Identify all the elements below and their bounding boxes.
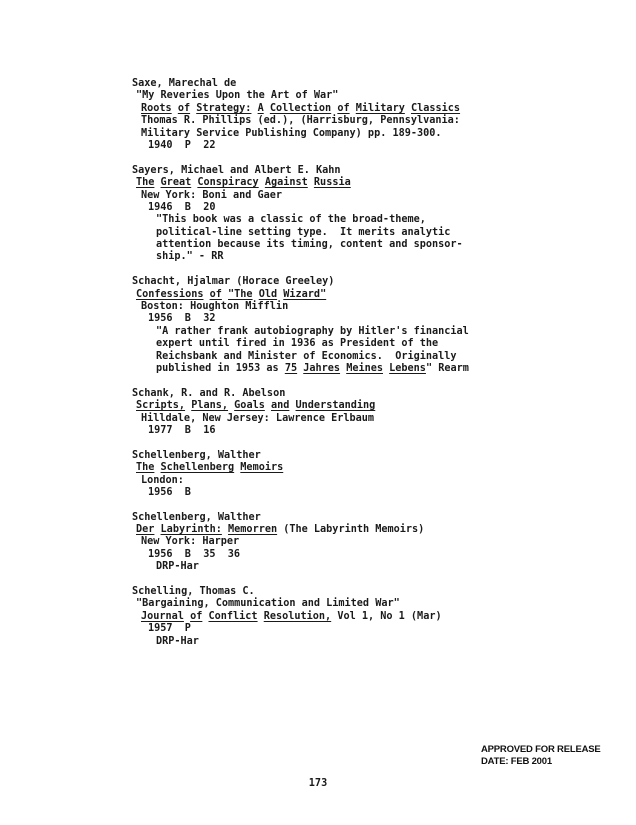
underlined-text: The xyxy=(136,462,155,474)
entry-text-line xyxy=(132,363,512,375)
text-segment: Hilldale, New Jersey: Lawrence Erlbaum xyxy=(141,412,375,424)
text-segment: Schacht, Hjalmar (Horace Greeley) xyxy=(132,276,335,288)
entry-text-line xyxy=(132,326,512,338)
text-segment: 1957 P xyxy=(148,623,191,635)
text-segment: Schank, R. and R. Abelson xyxy=(132,387,286,399)
underlined-text: Military xyxy=(355,102,405,114)
bibliography-entry xyxy=(132,78,512,152)
underlined-text: Wizard" xyxy=(283,288,327,300)
entry-text-line xyxy=(132,536,512,548)
text-segment: Schelling, Thomas C. xyxy=(132,586,255,598)
text-segment: Schellenberg, Walther xyxy=(132,449,261,461)
text-segment: attention because its timing, content and sponsor- xyxy=(156,239,463,251)
text-segment: "A rather frank autobiography by Hitler's financial xyxy=(156,325,469,337)
text-segment: 1940 P 22 xyxy=(148,139,216,151)
text-segment: 1946 B 20 xyxy=(148,201,216,213)
bibliography-entry xyxy=(132,586,512,648)
underlined-text: of xyxy=(177,102,191,114)
entry-text-line xyxy=(132,598,512,610)
entry-text-line xyxy=(132,400,512,412)
underlined-text: Understanding xyxy=(295,400,376,412)
bibliography-entry xyxy=(132,512,512,574)
bibliography-entry xyxy=(132,388,512,438)
text-segment: "Bargaining, Communication and Limited War" xyxy=(136,598,400,610)
release-stamp-line-1: APPROVED FOR RELEASE xyxy=(481,744,601,755)
entry-text-line xyxy=(132,561,512,573)
text-segment: DRP-Har xyxy=(156,561,199,573)
entry-text-line xyxy=(132,623,512,635)
entry-text-line xyxy=(132,313,512,325)
text-segment: (The Labyrinth Memoirs) xyxy=(277,524,425,536)
underlined-text: Collection xyxy=(269,102,332,114)
underlined-text: of xyxy=(190,610,203,622)
underlined-text: of xyxy=(337,102,350,114)
entry-text-line xyxy=(132,636,512,648)
text-segment: 1956 B 32 xyxy=(148,313,216,325)
text-segment: Military Service Publishing Company) pp. 189-300. xyxy=(141,127,442,139)
entry-text-line xyxy=(132,202,512,214)
underlined-text: Roots xyxy=(141,102,172,114)
entry-text-line xyxy=(132,487,512,499)
text-segment: New York: Harper xyxy=(141,536,240,548)
text-segment: Sayers, Michael and Albert E. Kahn xyxy=(132,164,341,176)
bibliography-list xyxy=(132,78,512,660)
entry-text-line xyxy=(132,128,512,140)
entry-text-line xyxy=(132,413,512,425)
text-segment: political-line setting type. It merits analytic xyxy=(156,226,451,238)
entry-text-line xyxy=(132,140,512,152)
entry-text-line xyxy=(132,338,512,350)
underlined-text: Conspiracy xyxy=(197,177,259,189)
entry-text-line xyxy=(132,90,512,102)
underlined-text: Great xyxy=(160,177,192,189)
underlined-text: Confessions xyxy=(136,288,204,300)
text-segment: Boston: Houghton Mifflin xyxy=(141,301,289,313)
underlined-text: Journal xyxy=(141,610,184,622)
underlined-text: Conflict xyxy=(208,610,258,622)
underlined-text: Der xyxy=(136,524,155,536)
underlined-text: Labyrinth: xyxy=(160,524,222,536)
underlined-text: Classics xyxy=(410,102,461,114)
text-segment: published in 1953 as xyxy=(156,362,285,374)
text-segment: New York: Boni and Gaer xyxy=(141,189,283,201)
underlined-text: Strategy: xyxy=(196,102,252,114)
entry-author-line xyxy=(132,276,512,288)
underlined-text: Schellenberg xyxy=(160,462,235,474)
entry-text-line xyxy=(132,289,512,301)
entry-author-line xyxy=(132,78,512,90)
entry-text-line xyxy=(132,549,512,561)
text-segment: " Rearm xyxy=(425,362,469,374)
entry-text-line xyxy=(132,239,512,251)
underlined-text: and xyxy=(270,400,290,412)
bibliography-entry xyxy=(132,276,512,375)
underlined-text: Jahres xyxy=(303,362,341,374)
entry-text-line xyxy=(132,103,512,115)
text-segment: "This book was a classic of the broad-theme, xyxy=(156,214,426,226)
underlined-text: A xyxy=(257,102,264,114)
text-segment: Thomas R. Phillips (ed.), (Harrisburg, Pennsylvania: xyxy=(141,115,460,127)
underlined-text: Against xyxy=(264,177,308,189)
entry-author-line xyxy=(132,586,512,598)
release-stamp-line-2: DATE: FEB 2001 xyxy=(481,756,552,767)
text-segment: expert until fired in 1936 as President of the xyxy=(156,338,439,350)
text-segment: ship." - RR xyxy=(156,251,224,263)
underlined-text: Scripts, xyxy=(136,400,186,412)
entry-text-line xyxy=(132,351,512,363)
entry-text-line xyxy=(132,462,512,474)
text-segment: DRP-Har xyxy=(156,635,199,647)
underlined-text: "The xyxy=(228,288,253,300)
underlined-text: Old xyxy=(258,288,278,300)
underlined-text: Memorren xyxy=(228,524,278,536)
entry-text-line xyxy=(132,214,512,226)
underlined-text: Russia xyxy=(313,177,351,189)
underlined-text: The xyxy=(136,177,155,189)
text-segment: Reichsbank and Minister of Economics. Originally xyxy=(156,350,457,362)
underlined-text: Lebens xyxy=(389,362,426,374)
text-segment: Vol 1, No 1 (Mar) xyxy=(331,610,442,622)
underlined-text: Plans, xyxy=(191,400,229,412)
entry-text-line xyxy=(132,524,512,536)
underlined-text: Resolution, xyxy=(263,610,332,622)
entry-text-line xyxy=(132,425,512,437)
page-number: 173 xyxy=(308,778,328,789)
underlined-text: of xyxy=(209,288,222,300)
entry-text-line xyxy=(132,611,512,623)
entry-text-line xyxy=(132,251,512,263)
underlined-text: Memoirs xyxy=(240,462,284,474)
text-segment: Schellenberg, Walther xyxy=(132,511,261,523)
entry-text-line xyxy=(132,190,512,202)
entry-author-line xyxy=(132,165,512,177)
bibliography-entry xyxy=(132,450,512,500)
text-segment: London: xyxy=(141,474,184,486)
text-segment: 1956 B 35 36 xyxy=(148,548,241,560)
underlined-text: Goals xyxy=(234,400,265,412)
entry-author-line xyxy=(132,388,512,400)
underlined-text: 75 xyxy=(284,362,298,374)
text-segment: 1956 B xyxy=(148,486,191,498)
text-segment: Saxe, Marechal de xyxy=(132,78,237,89)
entry-text-line xyxy=(132,475,512,487)
text-segment: "My Reveries Upon the Art of War" xyxy=(136,90,339,102)
release-stamp xyxy=(481,744,601,768)
entry-text-line xyxy=(132,177,512,189)
text-segment: 1977 B 16 xyxy=(148,424,216,436)
entry-author-line xyxy=(132,512,512,524)
entry-text-line xyxy=(132,227,512,239)
entry-author-line xyxy=(132,450,512,462)
entry-text-line xyxy=(132,115,512,127)
bibliography-entry xyxy=(132,165,512,264)
underlined-text: Meines xyxy=(346,362,383,374)
entry-text-line xyxy=(132,301,512,313)
